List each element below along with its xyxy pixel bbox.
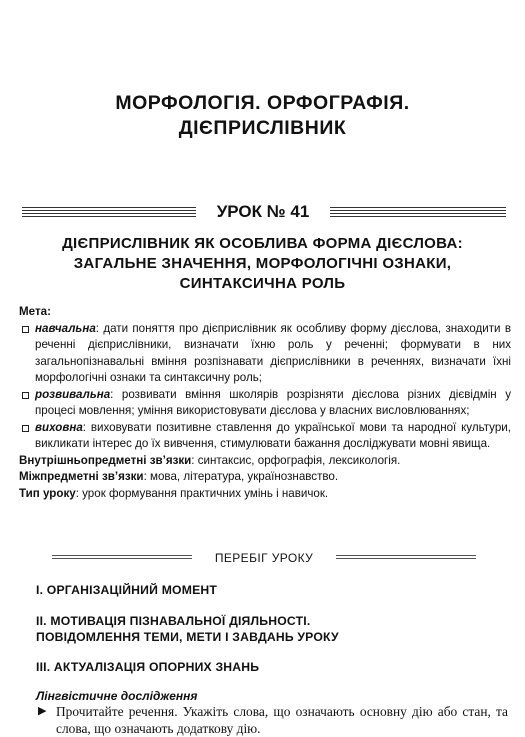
checkbox-bullet-icon [22, 392, 29, 399]
banner-rule-right [330, 207, 506, 218]
goal-item-educational [19, 321, 511, 387]
meta-lesson-type [19, 486, 511, 503]
section-heading-line: ПОВІДОМЛЕННЯ ТЕМИ, МЕТИ І ЗАВДАНЬ УРОКУ [36, 630, 339, 644]
chapter-title-line: МОРФОЛОГІЯ. ОРФОГРАФІЯ. [115, 92, 410, 114]
section-heading-line: ІІ. МОТИВАЦІЯ ПІЗНАВАЛЬНОЇ ДІЯЛЬНОСТІ. [36, 614, 311, 628]
divider-rule-left [52, 555, 192, 561]
meta-value: : мова, література, українознавство. [143, 470, 339, 483]
section-heading-organizational [36, 582, 217, 598]
task-label: Лінгвістичне дослідження [36, 689, 198, 703]
checkbox-bullet-icon [22, 326, 29, 333]
meta-intrasubject-links [19, 453, 511, 470]
section-heading-line: ІІІ. АКТУАЛІЗАЦІЯ ОПОРНИХ ЗНАНЬ [36, 660, 260, 674]
lesson-number: УРОК № 41 [216, 202, 310, 221]
lesson-topic [10, 234, 515, 294]
meta-key: Тип уроку [19, 486, 76, 500]
task-instruction [36, 703, 508, 737]
chapter-title [0, 91, 525, 141]
banner-rule-left [22, 207, 196, 218]
progress-heading: ПЕРЕБІГ УРОКУ [214, 551, 314, 565]
goal-text: : виховувати позитивне ставлення до української мови та народної культури, викликати інтерес до їх вивчення, стимулювати бажання досліджувати мовні явища. [35, 420, 511, 450]
goal-text: : розвивати вміння школярів розрізняти дієслова різних дієвідмін у процесі мовлення; уміння використовувати дієслова у власних висловлюваннях; [35, 387, 511, 417]
lesson-description [19, 304, 511, 502]
goals-list [19, 321, 511, 453]
meta-value: : синтаксис, орфографія, лексикологія. [191, 453, 401, 467]
lesson-topic-line: СИНТАКСИЧНА РОЛЬ [179, 275, 346, 292]
goal-item-upbringing [19, 420, 511, 453]
lesson-topic-line: ЗАГАЛЬНЕ ЗНАЧЕННЯ, МОРФОЛОГІЧНІ ОЗНАКИ, [73, 255, 452, 272]
divider-rule-right [336, 555, 476, 561]
lesson-progress-divider [52, 550, 476, 566]
goal-name: виховна [35, 420, 83, 434]
triangle-bullet-icon: ▶ [38, 705, 47, 717]
goals-heading: Мета: [19, 305, 51, 318]
checkbox-bullet-icon [22, 425, 29, 432]
meta-intersubject-links [19, 469, 511, 486]
meta-value: : урок формування практичних умінь і навичок. [75, 486, 329, 500]
meta-key: Внутрішньопредметні зв’язки [19, 453, 192, 467]
goal-name: розвивальна [35, 387, 111, 401]
section-heading-motivation [36, 613, 339, 645]
task-instruction-text: Прочитайте речення. Укажіть слова, що означають основну дію або стан, та слова, що означають додаткову дію. [56, 704, 508, 736]
chapter-title-line: ДІЄПРИСЛІВНИК [178, 117, 347, 139]
section-heading-actualization [36, 659, 259, 675]
goal-name: навчальна [35, 321, 96, 335]
lesson-topic-line: ДІЄПРИСЛІВНИК ЯК ОСОБЛИВА ФОРМА ДІЄСЛОВА: [62, 235, 463, 252]
lesson-banner [22, 201, 506, 225]
goal-item-developmental [19, 387, 511, 420]
meta-key: Міжпредметні зв’язки [19, 470, 144, 483]
goal-text: : дати поняття про дієприслівник як особливу форму дієслова, знаходити в реченні дієприслівники, визначати їхню роль у реченні; формувати в них загальнопізнавальні вміння розпізнавати дієприслівники в реченнях, визначати їхні морфологічні ознаки та синтаксичну роль; [35, 321, 511, 384]
section-heading-line: І. ОРГАНІЗАЦІЙНИЙ МОМЕНТ [36, 583, 218, 597]
